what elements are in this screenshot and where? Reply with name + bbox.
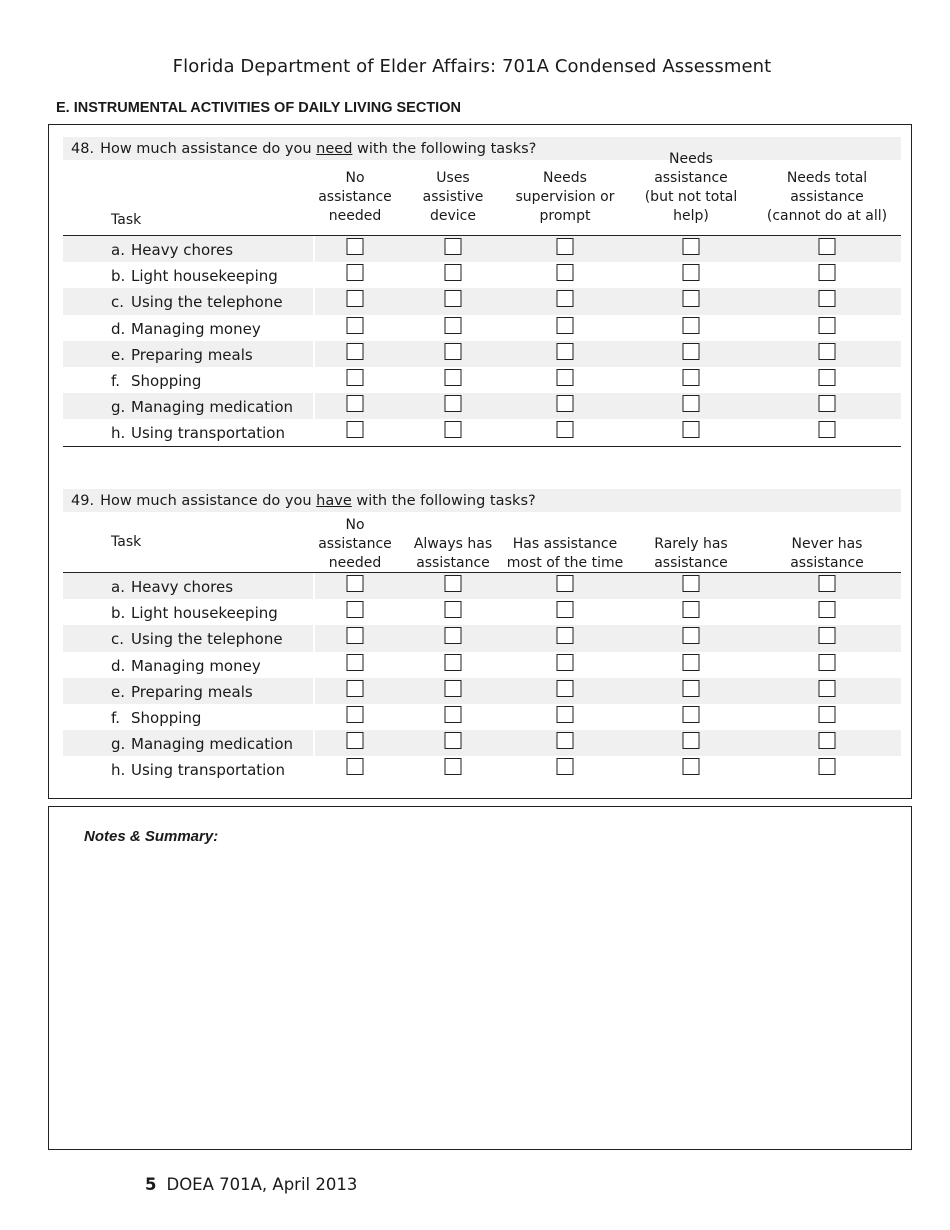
task-name: Light housekeeping bbox=[131, 267, 278, 286]
answer-checkbox[interactable] bbox=[445, 264, 462, 281]
task-row bbox=[63, 599, 901, 625]
answer-checkbox[interactable] bbox=[557, 627, 574, 644]
answer-checkbox[interactable] bbox=[445, 238, 462, 255]
column-divider bbox=[313, 236, 315, 262]
answer-checkbox[interactable] bbox=[445, 421, 462, 438]
answer-checkbox[interactable] bbox=[683, 758, 700, 775]
task-letter: h. bbox=[111, 761, 126, 780]
question-49-header-row bbox=[63, 512, 901, 573]
task-letter: b. bbox=[111, 604, 126, 623]
column-divider bbox=[313, 367, 315, 393]
task-column-header: Task bbox=[111, 534, 142, 550]
question-48-text-before: How much assistance do you bbox=[100, 141, 317, 157]
answer-checkbox[interactable] bbox=[557, 290, 574, 307]
answer-checkbox[interactable] bbox=[819, 317, 836, 334]
column-header-line: assistance bbox=[790, 189, 864, 205]
column-divider bbox=[313, 393, 315, 419]
task-label bbox=[111, 756, 285, 784]
task-row bbox=[63, 288, 901, 314]
answer-checkbox[interactable] bbox=[557, 601, 574, 618]
answer-checkbox[interactable] bbox=[445, 680, 462, 697]
answer-checkbox[interactable] bbox=[347, 317, 364, 334]
task-name: Managing medication bbox=[131, 398, 294, 417]
answer-checkbox[interactable] bbox=[683, 395, 700, 412]
answer-checkbox[interactable] bbox=[445, 290, 462, 307]
answer-checkbox[interactable] bbox=[683, 238, 700, 255]
task-label bbox=[111, 573, 233, 601]
question-49-text-before: How much assistance do you bbox=[100, 493, 317, 509]
task-name: Using the telephone bbox=[131, 293, 283, 312]
answer-checkbox[interactable] bbox=[683, 654, 700, 671]
task-name: Managing money bbox=[131, 656, 261, 675]
task-letter: d. bbox=[111, 656, 126, 675]
task-row bbox=[63, 315, 901, 341]
answer-checkbox[interactable] bbox=[347, 732, 364, 749]
answer-checkbox[interactable] bbox=[557, 732, 574, 749]
column-header-3 bbox=[507, 535, 623, 573]
task-row bbox=[63, 625, 901, 651]
notes-summary-label: Notes & Summary: bbox=[84, 828, 219, 845]
answer-checkbox[interactable] bbox=[347, 395, 364, 412]
answer-checkbox[interactable] bbox=[557, 369, 574, 386]
answer-checkbox[interactable] bbox=[445, 317, 462, 334]
task-letter: b. bbox=[111, 267, 126, 286]
answer-checkbox[interactable] bbox=[557, 421, 574, 438]
question-48-keyword: need bbox=[316, 141, 353, 157]
column-header-line: assistance bbox=[654, 555, 728, 571]
answer-checkbox[interactable] bbox=[819, 654, 836, 671]
question-48-block bbox=[63, 137, 901, 447]
answer-checkbox[interactable] bbox=[347, 369, 364, 386]
column-divider bbox=[313, 573, 315, 599]
answer-checkbox[interactable] bbox=[819, 264, 836, 281]
answer-checkbox[interactable] bbox=[819, 238, 836, 255]
answer-checkbox[interactable] bbox=[683, 421, 700, 438]
task-name: Heavy chores bbox=[131, 241, 234, 259]
answer-checkbox[interactable] bbox=[683, 680, 700, 697]
column-divider bbox=[313, 599, 315, 625]
column-header-line: No bbox=[345, 170, 365, 186]
task-letter: g. bbox=[111, 398, 126, 417]
task-column-header: Task bbox=[111, 212, 142, 228]
column-header-5 bbox=[790, 535, 864, 573]
task-name: Managing money bbox=[131, 319, 261, 338]
answer-checkbox[interactable] bbox=[445, 732, 462, 749]
column-header-line: No bbox=[345, 517, 365, 533]
answer-checkbox[interactable] bbox=[683, 290, 700, 307]
answer-checkbox[interactable] bbox=[445, 395, 462, 412]
answer-checkbox[interactable] bbox=[557, 575, 574, 592]
answer-checkbox[interactable] bbox=[347, 706, 364, 723]
task-row bbox=[63, 730, 901, 756]
answer-checkbox[interactable] bbox=[347, 238, 364, 255]
answer-checkbox[interactable] bbox=[683, 732, 700, 749]
answer-checkbox[interactable] bbox=[683, 343, 700, 360]
question-49-rows bbox=[63, 573, 901, 783]
task-row bbox=[63, 652, 901, 678]
answer-checkbox[interactable] bbox=[683, 601, 700, 618]
question-48-text-after: with the following tasks? bbox=[352, 141, 537, 157]
question-48-rows bbox=[63, 236, 901, 446]
question-49-number: 49. bbox=[71, 493, 95, 509]
column-header-line: assistive bbox=[422, 189, 484, 205]
answer-checkbox[interactable] bbox=[445, 575, 462, 592]
column-header-2 bbox=[414, 535, 492, 573]
answer-checkbox[interactable] bbox=[347, 343, 364, 360]
column-header-line: Rarely has bbox=[654, 536, 728, 552]
question-48-number: 48. bbox=[71, 141, 95, 157]
column-header-4 bbox=[645, 150, 738, 226]
column-divider bbox=[313, 652, 315, 678]
task-label bbox=[111, 599, 278, 627]
task-label bbox=[111, 288, 283, 316]
form-identifier: DOEA 701A, April 2013 bbox=[166, 1175, 358, 1194]
task-letter: g. bbox=[111, 735, 126, 754]
task-name: Heavy chores bbox=[131, 578, 234, 596]
column-divider bbox=[313, 419, 315, 445]
task-letter: e. bbox=[111, 682, 125, 701]
column-divider bbox=[313, 678, 315, 704]
question-48-title bbox=[63, 137, 901, 160]
column-header-line: most of the time bbox=[506, 555, 624, 571]
task-row bbox=[63, 756, 901, 782]
answer-checkbox[interactable] bbox=[683, 575, 700, 592]
task-letter: f. bbox=[111, 708, 120, 727]
answer-checkbox[interactable] bbox=[445, 706, 462, 723]
document-header-title: Florida Department of Elder Affairs: 701A Condensed Assessment bbox=[172, 56, 772, 77]
answer-checkbox[interactable] bbox=[819, 421, 836, 438]
answer-checkbox[interactable] bbox=[445, 758, 462, 775]
answer-checkbox[interactable] bbox=[557, 706, 574, 723]
page-footer bbox=[145, 1175, 357, 1194]
task-label bbox=[111, 419, 285, 447]
task-label bbox=[111, 704, 201, 732]
question-48-header-row bbox=[63, 151, 901, 236]
task-letter: c. bbox=[111, 293, 125, 312]
column-divider bbox=[313, 625, 315, 651]
answer-checkbox[interactable] bbox=[445, 627, 462, 644]
page-number: 5 bbox=[145, 1175, 157, 1194]
answer-checkbox[interactable] bbox=[819, 395, 836, 412]
answer-checkbox[interactable] bbox=[819, 575, 836, 592]
task-label bbox=[111, 730, 293, 758]
task-row bbox=[63, 367, 901, 393]
task-label bbox=[111, 262, 278, 290]
column-header-line: assistance bbox=[790, 555, 864, 571]
column-header-line: device bbox=[429, 208, 476, 224]
column-header-line: (but not total bbox=[644, 189, 738, 205]
answer-checkbox[interactable] bbox=[557, 317, 574, 334]
answer-checkbox[interactable] bbox=[557, 238, 574, 255]
task-name: Using transportation bbox=[131, 761, 285, 780]
answer-checkbox[interactable] bbox=[819, 706, 836, 723]
answer-checkbox[interactable] bbox=[683, 264, 700, 281]
task-row bbox=[63, 678, 901, 704]
column-header-line: (cannot do at all) bbox=[766, 208, 888, 224]
task-letter: f. bbox=[111, 371, 120, 390]
column-header-line: Has assistance bbox=[512, 536, 618, 552]
task-name: Shopping bbox=[131, 708, 202, 727]
task-row bbox=[63, 393, 901, 419]
section-title: E. INSTRUMENTAL ACTIVITIES OF DAILY LIVING SECTION bbox=[56, 100, 461, 116]
column-divider bbox=[313, 341, 315, 367]
answer-checkbox[interactable] bbox=[347, 264, 364, 281]
answer-checkbox[interactable] bbox=[557, 680, 574, 697]
task-label bbox=[111, 236, 233, 264]
column-header-line: assistance bbox=[318, 536, 392, 552]
answer-checkbox[interactable] bbox=[683, 627, 700, 644]
task-label bbox=[111, 367, 201, 395]
column-header-line: Uses bbox=[436, 170, 470, 186]
answer-checkbox[interactable] bbox=[683, 369, 700, 386]
task-letter: a. bbox=[111, 241, 125, 259]
column-header-line: supervision or bbox=[515, 189, 615, 205]
task-name: Preparing meals bbox=[131, 682, 253, 701]
question-49-text-after: with the following tasks? bbox=[351, 493, 536, 509]
answer-checkbox[interactable] bbox=[347, 575, 364, 592]
answer-checkbox[interactable] bbox=[347, 421, 364, 438]
answer-checkbox[interactable] bbox=[557, 395, 574, 412]
column-divider bbox=[313, 262, 315, 288]
task-label bbox=[111, 315, 261, 343]
task-letter: a. bbox=[111, 578, 125, 596]
question-49-block bbox=[63, 489, 901, 783]
question-49-keyword: have bbox=[316, 493, 352, 509]
task-letter: e. bbox=[111, 345, 125, 364]
column-header-line: Always has bbox=[413, 536, 493, 552]
answer-checkbox[interactable] bbox=[445, 601, 462, 618]
answer-checkbox[interactable] bbox=[347, 680, 364, 697]
task-row bbox=[63, 704, 901, 730]
task-row bbox=[63, 262, 901, 288]
answer-checkbox[interactable] bbox=[557, 758, 574, 775]
answer-checkbox[interactable] bbox=[819, 627, 836, 644]
answer-checkbox[interactable] bbox=[557, 343, 574, 360]
column-header-line: Needs bbox=[543, 170, 587, 186]
column-header-line: Needs bbox=[669, 151, 713, 167]
task-row bbox=[63, 341, 901, 367]
task-row bbox=[63, 573, 901, 599]
answer-checkbox[interactable] bbox=[557, 654, 574, 671]
answer-checkbox[interactable] bbox=[819, 290, 836, 307]
answer-checkbox[interactable] bbox=[819, 732, 836, 749]
column-header-line: needed bbox=[328, 208, 382, 224]
column-header-1 bbox=[318, 516, 392, 573]
task-letter: h. bbox=[111, 424, 126, 443]
column-header-line: assistance bbox=[318, 189, 392, 205]
answer-checkbox[interactable] bbox=[347, 627, 364, 644]
column-divider bbox=[313, 730, 315, 756]
task-name: Managing medication bbox=[131, 735, 294, 754]
answer-checkbox[interactable] bbox=[347, 758, 364, 775]
task-label bbox=[111, 393, 293, 421]
column-divider bbox=[313, 288, 315, 314]
column-header-line: Never has bbox=[791, 536, 863, 552]
task-letter: c. bbox=[111, 630, 125, 649]
answer-checkbox[interactable] bbox=[347, 601, 364, 618]
column-header-line: assistance bbox=[654, 170, 728, 186]
column-header-5 bbox=[767, 169, 887, 226]
answer-checkbox[interactable] bbox=[819, 758, 836, 775]
answer-checkbox[interactable] bbox=[819, 601, 836, 618]
task-name: Preparing meals bbox=[131, 345, 253, 364]
answer-checkbox[interactable] bbox=[819, 369, 836, 386]
answer-checkbox[interactable] bbox=[683, 706, 700, 723]
answer-checkbox[interactable] bbox=[347, 654, 364, 671]
answer-checkbox[interactable] bbox=[347, 290, 364, 307]
answer-checkbox[interactable] bbox=[445, 343, 462, 360]
column-header-1 bbox=[318, 169, 392, 226]
column-header-line: help) bbox=[673, 208, 709, 224]
column-header-3 bbox=[516, 169, 615, 226]
answer-checkbox[interactable] bbox=[445, 369, 462, 386]
task-label bbox=[111, 625, 283, 653]
task-name: Shopping bbox=[131, 371, 202, 390]
question-49-title bbox=[63, 489, 901, 512]
column-header-line: needed bbox=[328, 555, 382, 571]
notes-summary-input[interactable] bbox=[62, 852, 902, 1146]
task-label bbox=[111, 678, 253, 706]
answer-checkbox[interactable] bbox=[557, 264, 574, 281]
answer-checkbox[interactable] bbox=[683, 317, 700, 334]
column-header-2 bbox=[423, 169, 484, 226]
task-label bbox=[111, 341, 253, 369]
column-header-line: prompt bbox=[539, 208, 591, 224]
column-divider bbox=[313, 315, 315, 341]
task-name: Light housekeeping bbox=[131, 604, 278, 623]
task-letter: d. bbox=[111, 319, 126, 338]
answer-checkbox[interactable] bbox=[445, 654, 462, 671]
column-header-4 bbox=[654, 535, 728, 573]
answer-checkbox[interactable] bbox=[819, 680, 836, 697]
task-name: Using the telephone bbox=[131, 630, 283, 649]
column-header-line: Needs total bbox=[786, 170, 868, 186]
task-name: Using transportation bbox=[131, 424, 285, 443]
column-divider bbox=[313, 756, 315, 782]
task-label bbox=[111, 652, 261, 680]
column-divider bbox=[313, 704, 315, 730]
answer-checkbox[interactable] bbox=[819, 343, 836, 360]
task-row bbox=[63, 419, 901, 445]
column-header-line: assistance bbox=[416, 555, 490, 571]
task-row bbox=[63, 236, 901, 262]
